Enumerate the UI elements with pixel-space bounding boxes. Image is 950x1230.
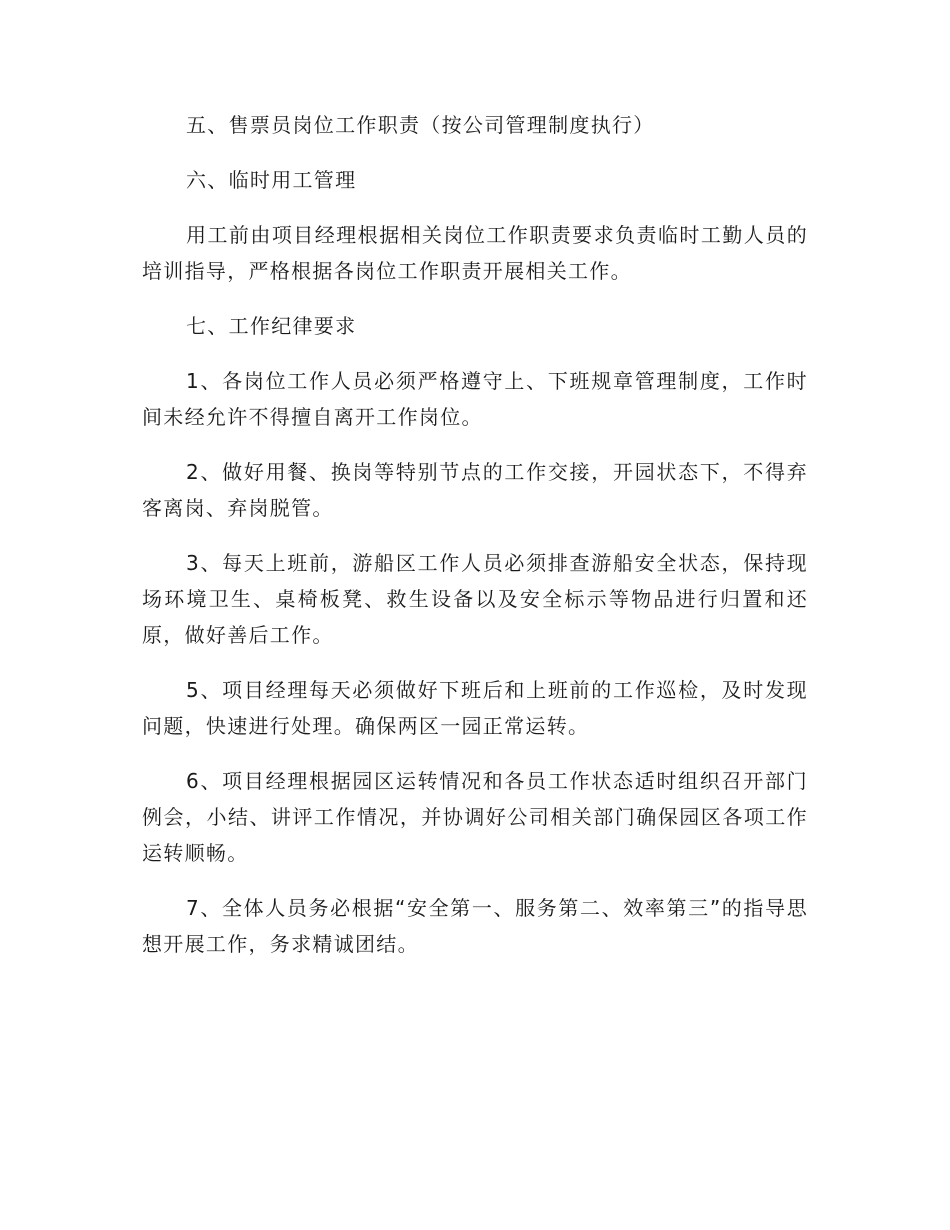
section-heading-work-discipline: 七、工作纪律要求 <box>186 314 357 338</box>
discipline-item-2: 2、做好用餐、换岗等特别节点的工作交接，开园状态下，不得弃客离岗、弃岗脱管。 <box>142 460 808 520</box>
paragraph-temporary-labor-training: 用工前由项目经理根据相关岗位工作职责要求负责临时工勤人员的培训指导，严格根据各岗位工作职责开展相关工作。 <box>142 223 808 283</box>
discipline-item-3: 3、每天上班前，游船区工作人员必须排查游船安全状态，保持现场环境卫生、桌椅板凳、救生设备以及安全标示等物品进行归置和还原，做好善后工作。 <box>142 551 808 647</box>
discipline-item-6: 6、项目经理根据园区运转情况和各员工作状态适时组织召开部门例会，小结、讲评工作情况，并协调好公司相关部门确保园区各项工作运转顺畅。 <box>142 769 808 865</box>
section-heading-temporary-labor: 六、临时用工管理 <box>186 168 357 192</box>
discipline-item-5: 5、项目经理每天必须做好下班后和上班前的工作巡检，及时发现问题，快速进行处理。确保两区一园正常运转。 <box>142 678 808 738</box>
section-heading-ticket-seller: 五、售票员岗位工作职责（按公司管理制度执行） <box>186 113 655 137</box>
discipline-item-7: 7、全体人员务必根据“安全第一、服务第二、效率第三”的指导思想开展工作，务求精诚团结。 <box>142 896 808 956</box>
discipline-item-1: 1、各岗位工作人员必须严格遵守上、下班规章管理制度，工作时间未经允许不得擅自离开工作岗位。 <box>142 369 808 429</box>
document-body <box>142 107 808 981</box>
